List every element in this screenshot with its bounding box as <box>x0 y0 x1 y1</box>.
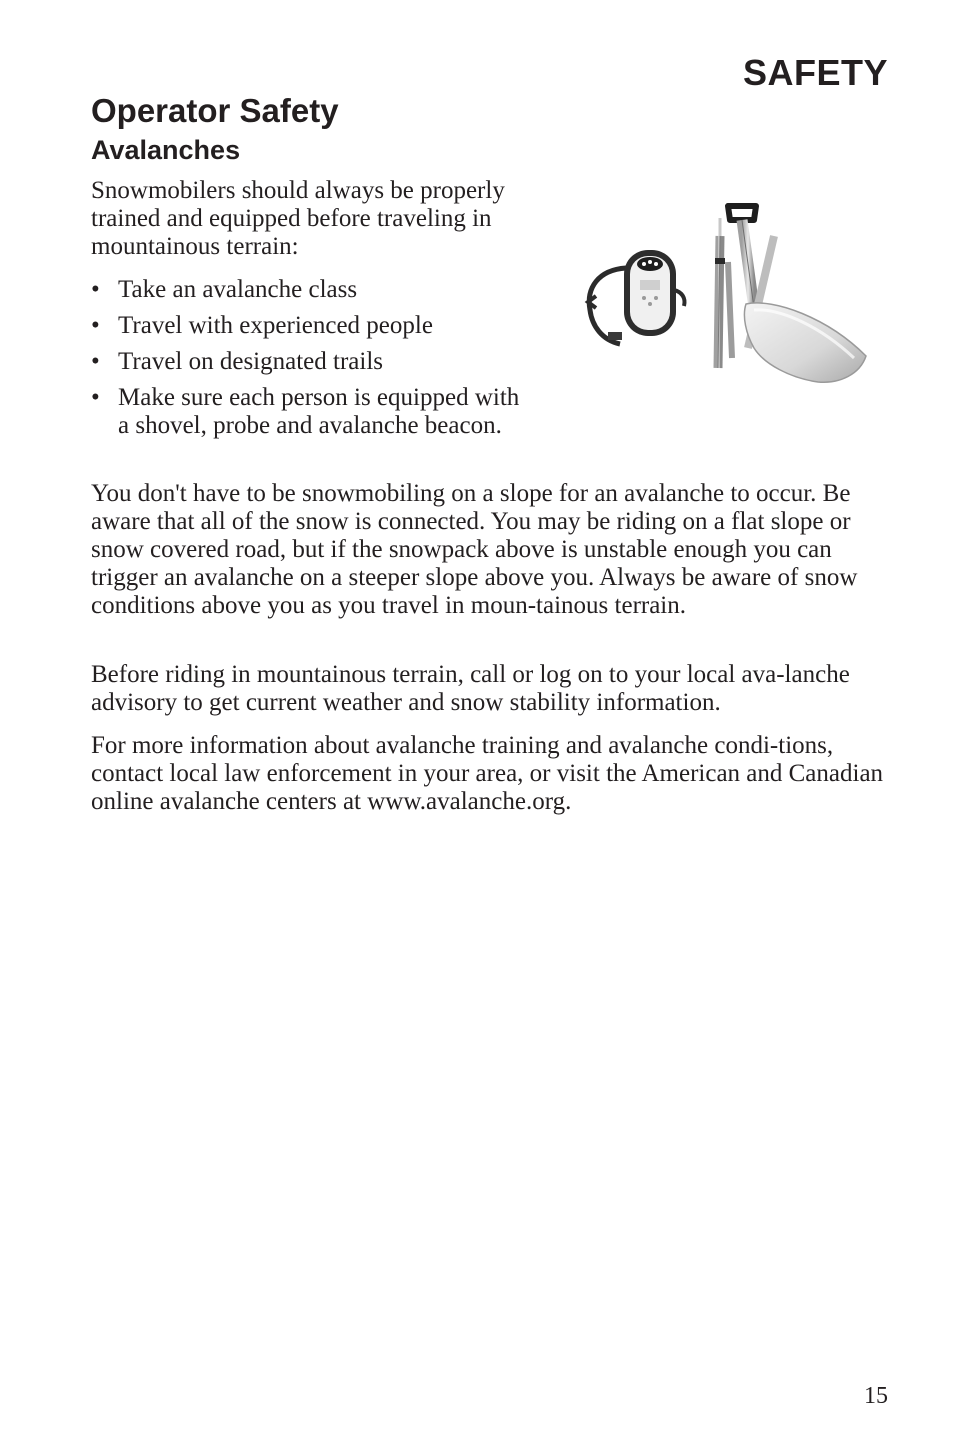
paragraph: You don't have to be snowmobiling on a slope for an avalanche to occur. Be aware that all of the snow is connected. You may be riding on a flat slope or snow covered road, but if the snowpack above is unstable enough you can trigger an avalanche on a steeper slope above you. Always be aware of snow conditions above you as you travel in moun-tainous terrain. <box>91 480 858 619</box>
list-item <box>91 348 531 376</box>
bullet-list <box>91 276 531 448</box>
list-item-text: Make sure each person is equipped with a shovel, probe and avalanche beacon. <box>118 384 520 439</box>
shovel-icon <box>728 206 866 382</box>
list-item-text: Take an avalanche class <box>118 276 358 303</box>
section-header: SAFETY <box>742 52 888 93</box>
section-subtitle: Avalanches <box>91 135 241 165</box>
list-item <box>91 312 531 340</box>
list-item-text: Travel with experienced people <box>118 312 433 339</box>
intro-text: Snowmobilers should always be properly trained and equipped before traveling in mountainous terrain: <box>91 177 505 260</box>
paragraph: For more information about avalanche training and avalanche condi-tions, contact local law enforcement in your area, or visit the American and Canadian online avalanche centers at www.avalanche.org. <box>91 732 884 815</box>
bullet-icon: • <box>91 312 100 339</box>
beacon-icon <box>588 250 685 344</box>
page-number: 15 <box>864 1383 888 1409</box>
bullet-icon: • <box>91 384 100 411</box>
avalanche-gear-illustration <box>578 198 878 388</box>
paragraph: Before riding in mountainous terrain, call or log on to your local ava-lanche advisory to get current weather and snow stability information. <box>91 661 850 716</box>
probe-icon <box>715 218 732 368</box>
bullet-icon: • <box>91 348 100 375</box>
bullet-icon: • <box>91 276 100 303</box>
list-item <box>91 384 531 440</box>
page-title: Operator Safety <box>91 92 339 129</box>
list-item-text: Travel on designated trails <box>118 348 384 375</box>
list-item <box>91 276 531 304</box>
